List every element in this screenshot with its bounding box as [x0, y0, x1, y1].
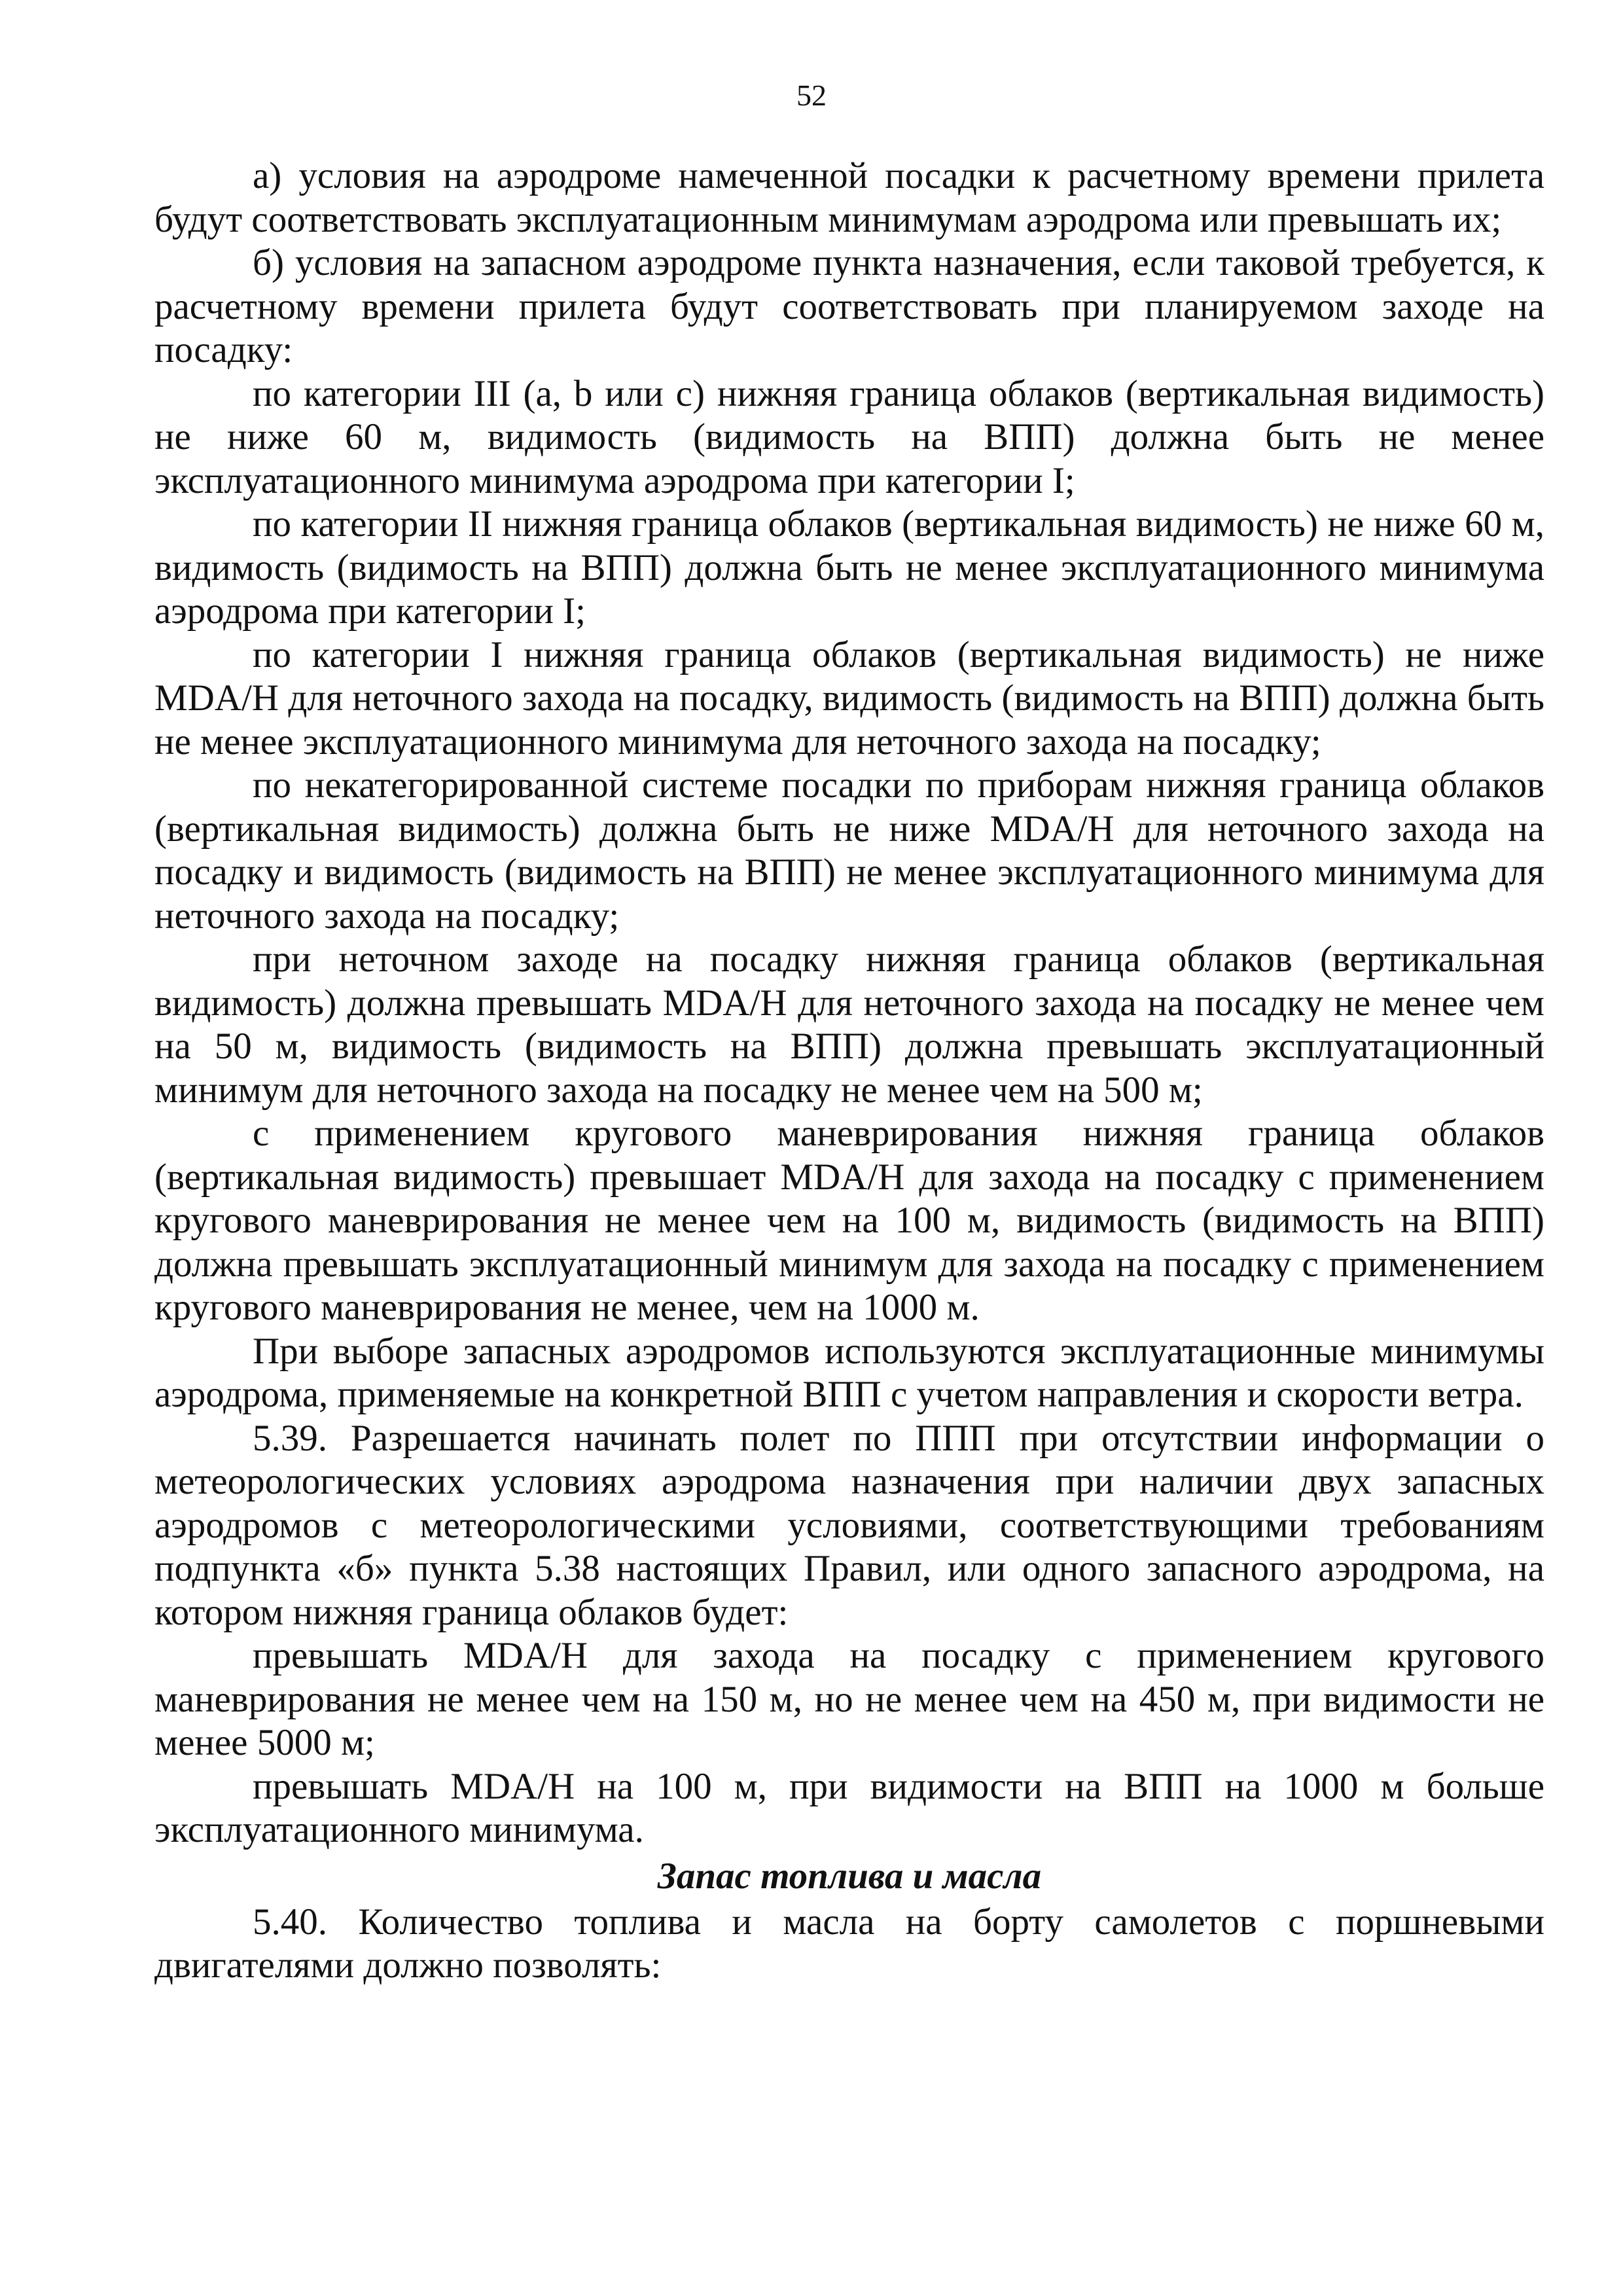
paragraph: а) условия на аэродроме намеченной посадки к расчетному времени прилета будут соответствовать эксплуатационным минимумам аэродрома или превышать их; [154, 155, 1544, 240]
paragraph: по категории I нижняя граница облаков (вертикальная видимость) не ниже MDA/H для неточного захода на посадку, видимость (видимость на ВПП) должна быть не менее эксплуатационного минимума для неточного захода на посадку; [154, 634, 1544, 762]
paragraph: по некатегорированной системе посадки по приборам нижняя граница облаков (вертикальная видимость) должна быть не ниже MDA/H для неточного захода на посадку и видимость (видимость на ВПП) не менее эксплуатационного минимума для неточного захода на посадку; [154, 764, 1544, 937]
paragraph: при неточном заходе на посадку нижняя граница облаков (вертикальная видимость) должна превышать MDA/H для неточного захода на посадку не менее чем на 50 м, видимость (видимость на ВПП) должна превышать эксплуатационный минимум для неточного захода на посадку не менее чем на 500 м; [154, 939, 1544, 1111]
page-body [154, 154, 1544, 1988]
paragraph-item-5-40: 5.40. Количество топлива и масла на борту самолетов с поршневыми двигателями должно позволять: [154, 1901, 1544, 1986]
paragraph: превышать MDA/H для захода на посадку с применением кругового маневрирования не менее чем на 150 м, но не менее чем на 450 м, при видимости не менее 5000 м; [154, 1635, 1544, 1763]
paragraph: При выборе запасных аэродромов используются эксплуатационные минимумы аэродрома, применяемые на конкретной ВПП с учетом направления и скорости ветра. [154, 1330, 1544, 1415]
paragraph-item-5-39: 5.39. Разрешается начинать полет по ППП при отсутствии информации о метеорологических условиях аэродрома назначения при наличии двух запасных аэродромов с метеорологическими условиями, соответствующими требованиям подпункта «б» пункта 5.38 настоящих Правил, или одного запасного аэродрома, на котором нижняя граница облаков будет: [154, 1417, 1544, 1633]
paragraph: по категории II нижняя граница облаков (вертикальная видимость) не ниже 60 м, видимость (видимость на ВПП) должна быть не менее эксплуатационного минимума аэродрома при категории I; [154, 503, 1544, 632]
paragraph: по категории III (а, b или с) нижняя граница облаков (вертикальная видимость) не ниже 60 м, видимость (видимость на ВПП) должна быть не менее эксплуатационного минимума аэродрома при категории I; [154, 372, 1545, 501]
paragraph: с применением кругового маневрирования нижняя граница облаков (вертикальная видимость) превышает MDA/H для захода на посадку с применением кругового маневрирования не менее чем на 100 м, видимость (видимость на ВПП) должна превышать эксплуатационный минимум для захода на посадку с применением кругового маневрирования не менее, чем на 1000 м. [154, 1113, 1544, 1328]
paragraph: б) условия на запасном аэродроме пункта назначения, если таковой требуется, к расчетному времени прилета будут соответствовать при планируемом заходе на посадку: [154, 242, 1544, 370]
section-heading: Запас топлива и масла [657, 1855, 1042, 1897]
page-number: 52 [796, 79, 827, 112]
paragraph: превышать MDA/H на 100 м, при видимости на ВПП на 1000 м больше эксплуатационного минимума. [154, 1765, 1544, 1850]
